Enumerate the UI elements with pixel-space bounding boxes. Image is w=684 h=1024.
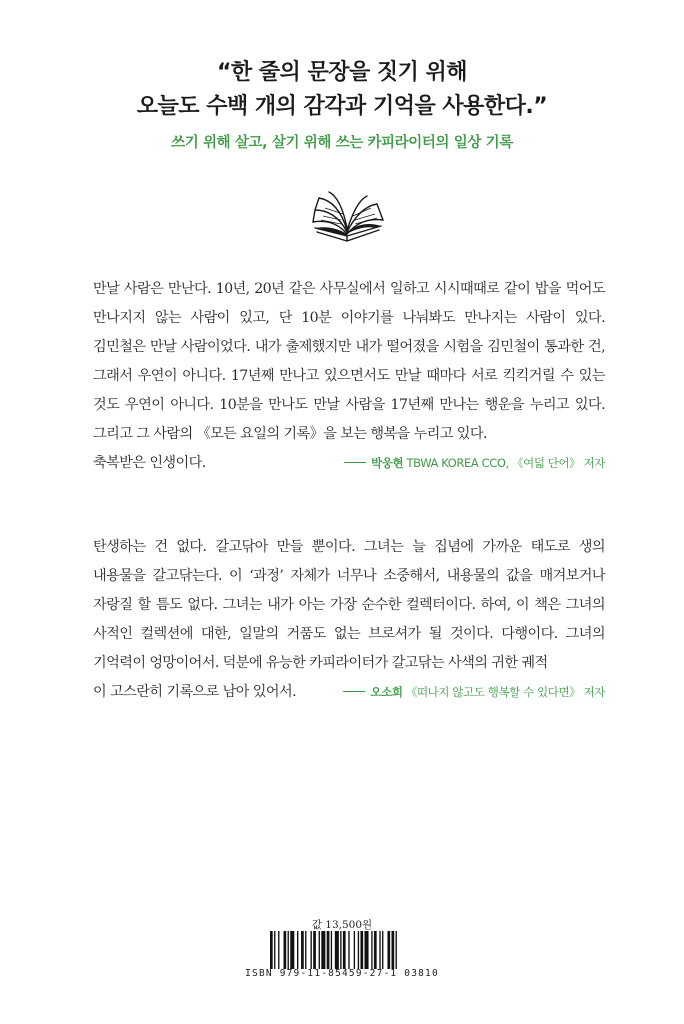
barcode-bar: [365, 931, 369, 969]
review-2-text: 탄생하는 건 없다. 갈고닦아 만들 뿐이다. 그녀는 늘 집념에 가까운 태도로 생의 내용물을 갈고닦는다. 이 ‘과정’ 자체가 너무나 소중해서, 내용물의 값을 매겨보거나 자랑질 할 틈도 없다. 그녀는 내가 아는 가장 순수한 컬렉터이다. 하여, 이 책은 그녀의 사적인 컬렉션에 대한, 일말의 거품도 없는 브로셔가 될 것이다. 다행이다. 그녀의 기억력이 엉망이어서. 덕분에 유능한 카피라이터가 갈고닦는 사색의 귀한 궤적: [93, 539, 605, 671]
barcode-bar: [290, 931, 294, 969]
headline: [0, 56, 684, 124]
barcode-bar: [343, 931, 346, 969]
barcode-bar: [392, 931, 395, 969]
review-1-attribution: [344, 449, 605, 478]
barcode-bar: [396, 931, 397, 969]
barcode-bar: [270, 931, 273, 969]
review-2-tail: [93, 678, 605, 707]
barcode-bar: [348, 931, 349, 969]
barcode-bar: [321, 931, 325, 969]
barcode-bar: [311, 931, 312, 969]
review-2: [93, 533, 605, 707]
review-1-text: 만날 사람은 만난다. 10년, 20년 같은 사무실에서 일하고 시시때때로 같이 밥을 먹어도 만나지지 않는 사람이 있고, 단 10분 이야기를 나눠봐도 만나지는 사람이 있다. 김민철은 만날 사람이었다. 내가 출제했지만 내가 떨어졌을 시험을 김민철이 통과한 건, 그래서 우연이 아니다. 17년째 만나고 있으면서도 만날 때마다 서로 킥킥거릴 수 있는 것도 우연이 아니다. 10분을 만나도 만날 사람을 17년째 만나는 행운을 누리고 있다. 그리고 그 사람의 《모든 요일의 기록》을 보는 행복을 누리고 있다.: [93, 281, 605, 442]
barcode-bar: [301, 931, 304, 969]
review-2-author: 오소희: [370, 685, 403, 699]
attribution-dash: [344, 462, 366, 463]
barcode-bar: [371, 931, 372, 969]
subheadline: 쓰기 위해 살고, 살기 위해 쓰는 카피라이터의 일상 기록: [171, 135, 513, 151]
barcode-bar: [288, 931, 289, 969]
barcode-bar: [313, 931, 316, 969]
barcode-bar: [331, 931, 332, 969]
barcode-bar: [382, 931, 383, 969]
headline-line-1: “한 줄의 문장을 짓기 위해: [216, 60, 468, 85]
barcode-bar: [354, 931, 355, 969]
review-2-attribution: [343, 678, 605, 707]
barcode-bar: [358, 931, 359, 969]
barcode-bar: [387, 931, 390, 969]
barcode-bar: [284, 931, 287, 969]
barcode-bar: [379, 931, 380, 969]
headline-line-2: 오늘도 수백 개의 감각과 기억을 사용한다.”: [136, 94, 548, 119]
barcode-bar: [278, 931, 279, 969]
review-2-author-desc: 《떠나지 않고도 행복할 수 있다면》 저자: [405, 685, 605, 699]
review-1-last-line: 축복받은 인생이다.: [93, 455, 206, 471]
price-label: 값 13,500원: [311, 919, 373, 931]
barcode-bar: [305, 931, 306, 969]
review-2-last-line: 이 고스란히 기록으로 남아 있어서.: [93, 684, 297, 700]
barcode-bar: [327, 931, 330, 969]
barcode-bar: [335, 931, 339, 969]
open-book-icon: [305, 188, 389, 248]
barcode-bar: [340, 931, 341, 969]
barcode-bar: [297, 931, 298, 969]
barcode-bar: [360, 931, 363, 969]
review-1-tail: [93, 449, 605, 478]
barcode-bar: [374, 931, 377, 969]
isbn-label: ISBN 979-11-85459-27-1 03810: [245, 968, 439, 979]
attribution-dash: [343, 691, 365, 692]
barcode-bar: [319, 931, 320, 969]
review-1-author-desc: TBWA KOREA CCO, 《여덟 단어》 저자: [406, 456, 605, 470]
barcode-bar: [274, 931, 275, 969]
review-1-author: 박웅현: [371, 456, 404, 470]
review-1: [93, 275, 605, 478]
barcode: [269, 931, 437, 969]
